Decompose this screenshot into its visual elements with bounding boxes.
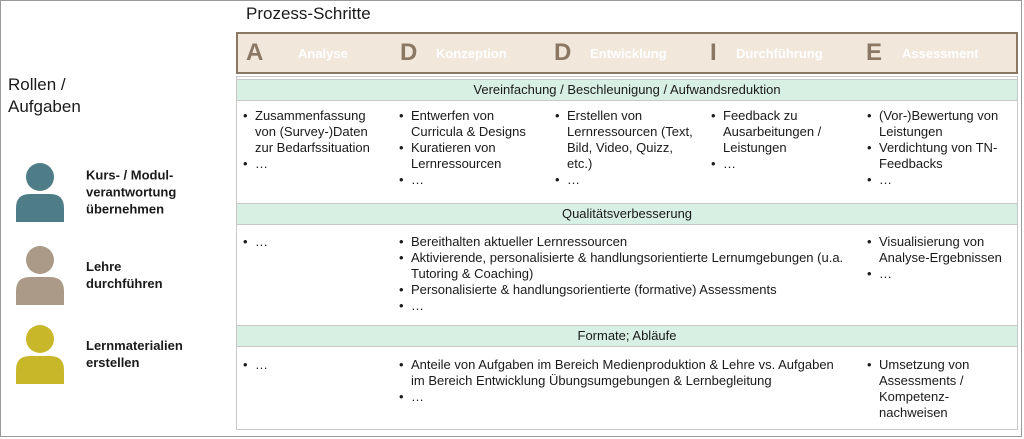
section-header-simplification: Vereinfachung / Beschleunigung / Aufwandsreduktion [237,79,1017,101]
cell-formats-analyse [241,357,389,373]
role-teaching [12,243,232,307]
cell-simplification-durchfuehrung [709,108,829,172]
list-item: • Erstellen von Lernressourcen (Text, Bild, Video, Quizz, etc.) [553,108,693,172]
cell-quality-middle [397,234,849,314]
list-item: • … [865,266,1013,282]
step-konzeption [400,34,507,72]
role-learning-materials [12,322,232,386]
list-item: • Aktivierende, personalisierte & handlungsorientierte Lernumgebungen (u.a. Tutoring & Coaching) [397,250,849,282]
person-icon [12,243,68,307]
list-item: • Visualisierung von Analyse-Ergebnissen [865,234,1013,266]
list-item: • Bereithalten aktueller Lernressourcen [397,234,849,250]
step-name: Konzeption [436,45,507,61]
cell-quality-analyse [241,234,389,250]
cell-simplification-entwicklung [553,108,693,188]
list-item: • … [397,172,545,188]
step-entwicklung [554,34,667,72]
list-item: • … [397,298,849,314]
cell-simplification-analyse [241,108,389,172]
person-head [26,163,54,191]
list-item: • … [553,172,693,188]
list-item: • Zusammenfassung von (Survey-)Daten zur Bedarfssituation [241,108,389,156]
role-label: Lernmaterialien erstellen [86,338,183,370]
section-header-formats: Formate; Abläufe [237,325,1017,347]
list-item: • Verdichtung von TN-Feedbacks [865,140,1013,172]
list-item: • … [397,389,849,405]
step-letter: E [866,39,883,66]
list-item: • Anteile von Aufgaben im Bereich Medienproduktion & Lehre vs. Aufgaben im Bereich Entwicklung Übungsumgebungen & Lernbegleitung [397,357,849,389]
process-steps-bar [236,32,1018,74]
task-matrix [236,76,1018,430]
list-item: • … [241,234,389,250]
person-head [26,325,54,353]
step-analyse [246,34,348,72]
cell-simplification-assessment [865,108,1013,188]
person-icon [12,160,68,224]
section-header-quality: Qualitätsverbesserung [237,203,1017,225]
list-item: • Entwerfen von Curricula & Designs [397,108,545,140]
cell-simplification-konzeption [397,108,545,188]
person-body [16,277,64,305]
role-label: Kurs- / Modul- verantwortung übernehmen [86,167,177,217]
list-item: • Umsetzung von Assessments / Kompetenz-nachweisen [865,357,975,421]
roles-title: Rollen / Aufgaben [8,75,81,116]
step-durchfuehrung [710,34,823,72]
step-name: Analyse [298,45,348,61]
step-name: Durchführung [736,45,823,61]
step-letter: A [246,39,264,66]
list-item: • Feedback zu Ausarbeitungen / Leistungen [709,108,829,156]
list-item: • … [241,156,389,172]
list-item: • … [241,357,389,373]
list-item: • … [709,156,829,172]
step-assessment [866,34,979,72]
list-item: • (Vor-)Bewertung von Leistungen [865,108,1013,140]
step-name: Assessment [902,45,979,61]
person-icon [12,322,68,386]
role-label: Lehre durchführen [86,259,163,291]
cell-formats-middle [397,357,849,405]
list-item: • … [865,172,1013,188]
process-steps-title: Prozess-Schritte [246,4,371,23]
person-body [16,356,64,384]
step-letter: D [554,39,572,66]
role-course-module-responsibility [12,160,232,224]
step-letter: D [400,39,418,66]
cell-quality-assessment [865,234,1013,282]
list-item: • Personalisierte & handlungsorientierte (formative) Assessments [397,282,849,298]
person-body [16,194,64,222]
step-letter: I [710,39,717,66]
list-item: • Kuratieren von Lernressourcen [397,140,545,172]
step-name: Entwicklung [590,45,667,61]
person-head [26,246,54,274]
cell-formats-assessment [865,357,975,421]
